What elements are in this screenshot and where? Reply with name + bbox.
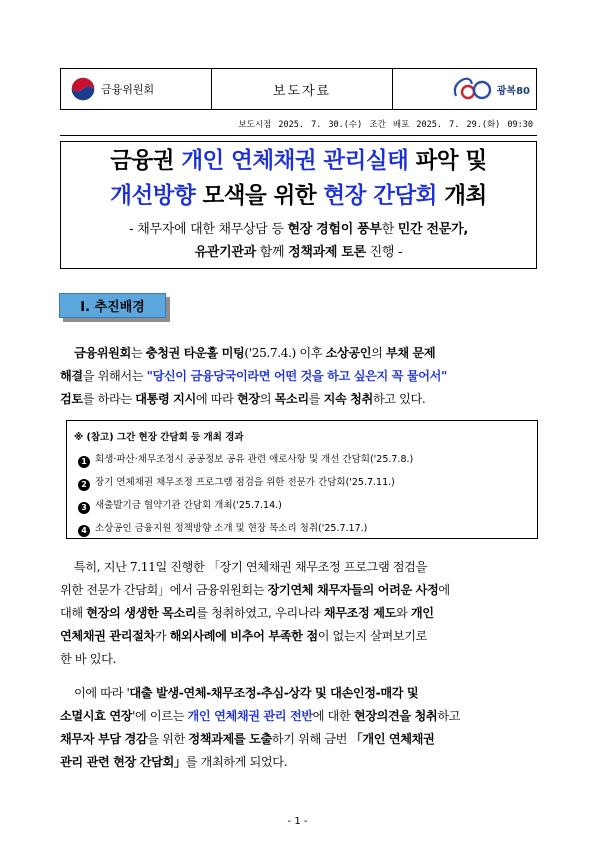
bold-text: 부채 문제 <box>385 346 436 360</box>
paragraph-background <box>60 342 538 411</box>
subtitle-bold: 유관기관과 <box>194 245 256 260</box>
para-line <box>60 365 538 388</box>
title-text: 개최 <box>436 183 487 209</box>
text: 하고 <box>437 709 461 723</box>
text: 위한 전문가 간담회」에서 금융위원회는 <box>60 583 268 597</box>
subtitle-text: 함께 <box>255 245 289 260</box>
para-line <box>60 751 538 774</box>
paragraph-meeting-purpose <box>60 682 538 774</box>
release-dates: 보도시점 2025. 7. 30.(수) 조간 배포 2025. 7. 29.(화) 09:30 <box>238 120 533 130</box>
liberation-80-logo-icon <box>450 76 494 102</box>
subtitle-text: - 채무자에 대한 채무상담 등 <box>129 222 288 237</box>
subtitle-text: 한 <box>381 222 398 237</box>
section-heading: Ⅰ. 추진배경 <box>59 293 166 318</box>
text: 와 <box>396 606 411 620</box>
header-org <box>61 69 211 109</box>
para-line <box>60 682 538 705</box>
title-highlight: 개인 연체채권 관리실태 <box>181 148 409 174</box>
bold-text: 「개인 연체채권 <box>350 732 435 746</box>
bold-text: 목소리 <box>274 392 309 406</box>
text: 를 청취하였고, 우리나라 <box>196 606 324 620</box>
number-bullet-icon: 1 <box>78 456 90 468</box>
text: 이 없는지 살펴보기로 <box>317 629 428 643</box>
doc-type: 보도자료 <box>272 83 332 99</box>
reference-item <box>78 520 367 537</box>
bold-text: 채무조정 제도 <box>323 606 397 620</box>
text: 대해 <box>60 606 87 620</box>
para-line <box>60 728 538 751</box>
subtitle-bold: 정책과제 토론 <box>288 245 366 260</box>
text: 을 위한 <box>147 732 189 746</box>
reference-item-text: 소상공인 금융지원 정책방향 소개 및 현장 목소리 청취('25.7.17.) <box>95 523 368 534</box>
bold-text: 정책과제를 도출 <box>188 732 272 746</box>
number-bullet-icon: 3 <box>78 502 90 514</box>
bold-text: 대출 발생-연체-채무조정-추심-상각 및 대손인정-매각 및 <box>129 686 419 700</box>
text: 의 <box>371 346 386 360</box>
press-header <box>60 68 537 110</box>
subtitle-line-1 <box>60 218 537 237</box>
text: 에 <box>438 583 450 597</box>
text: 가 <box>154 629 170 643</box>
reference-item-text: 장기 연체채권 채무조정 프로그램 점검을 위한 전문가 간담회('25.7.11.) <box>95 477 395 488</box>
para-line <box>60 625 538 648</box>
text: 하기 위해 금번 <box>271 732 351 746</box>
para-line <box>60 388 538 411</box>
bold-text: 현장의 생생한 목소리 <box>86 606 197 620</box>
para-line <box>60 342 538 365</box>
text: 는 <box>130 346 146 360</box>
subtitle-text: 진행 - <box>365 245 403 260</box>
header-slogan <box>391 69 536 109</box>
bold-text: 해외사례에 비추어 부족한 점 <box>169 629 318 643</box>
title-highlight: 현장 간담회 <box>323 183 437 209</box>
text: 한 바 있다. <box>60 652 116 666</box>
para-line <box>60 602 538 625</box>
bold-text: 현장의견을 청취 <box>353 709 438 723</box>
text: 하고 있다. <box>372 392 426 406</box>
reference-item <box>78 497 282 514</box>
bold-text: 해결 <box>60 369 83 383</box>
quote-highlight: "당신이 금융당국이라면 어떤 것을 하고 싶은지 꼭 물어서" <box>146 369 447 383</box>
text: 이에 따라 ' <box>74 686 130 700</box>
title-highlight: 개선방향 <box>110 183 196 209</box>
text: 를 하라는 <box>82 392 136 406</box>
text: 을 위해서는 <box>82 369 147 383</box>
page-number: - 1 - <box>287 816 308 827</box>
text: 에 따라 <box>195 392 237 406</box>
bold-text: 충청권 타운홀 미팅 <box>145 346 245 360</box>
title-line-1 <box>60 143 537 175</box>
text: 를 <box>308 392 324 406</box>
header-doctype <box>211 69 393 109</box>
text: 에 대한 <box>312 709 354 723</box>
bold-text: 현장 <box>237 392 260 406</box>
bold-text: 연체채권 관리절차 <box>60 629 155 643</box>
reference-item-text: 회생·파산·채무조정시 공공정보 공유 관련 애로사항 및 개선 간담회('25.7.8.) <box>95 454 414 465</box>
para-line <box>60 556 538 579</box>
reference-header: ※ (참고) 그간 현장 간담회 등 개최 경과 <box>74 432 244 443</box>
text: 특히, 지난 7.11일 진행한 「장기 연체채권 채무조정 프로그램 점검을 <box>74 560 427 574</box>
org-name: 금융위원회 <box>101 83 155 96</box>
paragraph-expert-meeting <box>60 556 538 671</box>
title-line-2 <box>60 178 537 210</box>
bold-text: 소상공인 <box>325 346 372 360</box>
title-text: 금융권 <box>110 148 182 174</box>
title-text: 파악 및 <box>408 148 487 174</box>
subtitle-bold: 현장 경험이 풍부 <box>287 222 382 237</box>
bold-text: 관리 관련 현장 간담회」 <box>60 755 186 769</box>
reference-item-text: 새출발기금 협약기관 간담회 개최('25.7.14.) <box>95 500 282 511</box>
text: ('25.7.4.) 이후 <box>244 346 326 360</box>
header-divider <box>60 135 537 136</box>
para-line <box>60 579 538 602</box>
fsc-emblem-icon <box>71 77 95 101</box>
subtitle-bold: 민간 전문가, <box>397 222 468 237</box>
text: 의 <box>259 392 275 406</box>
bold-text: 금융위원회 <box>74 346 131 360</box>
bold-text: 검토 <box>60 392 83 406</box>
para-line <box>60 705 538 728</box>
subtitle-line-2 <box>60 241 537 260</box>
reference-item <box>78 451 413 468</box>
bold-text: 채무자 부담 경감 <box>60 732 148 746</box>
bold-text: 장기연체 채무자들의 어려운 사정 <box>267 583 439 597</box>
reference-item <box>78 474 395 491</box>
blue-highlight: 개인 연체채권 관리 전반 <box>187 709 313 723</box>
bold-text: 개인 <box>410 606 434 620</box>
para-line <box>60 648 538 671</box>
bold-text: 소멸시효 연장 <box>60 709 133 723</box>
number-bullet-icon: 2 <box>78 479 90 491</box>
text: '에 이르는 <box>132 709 188 723</box>
number-bullet-icon: 4 <box>78 525 90 537</box>
bold-text: 대통령 지시 <box>135 392 196 406</box>
slogan-text: 광복80 <box>496 85 530 97</box>
bold-text: 지속 청취 <box>323 392 373 406</box>
title-text: 모색을 위한 <box>195 183 324 209</box>
text: 를 개최하게 되었다. <box>185 755 288 769</box>
